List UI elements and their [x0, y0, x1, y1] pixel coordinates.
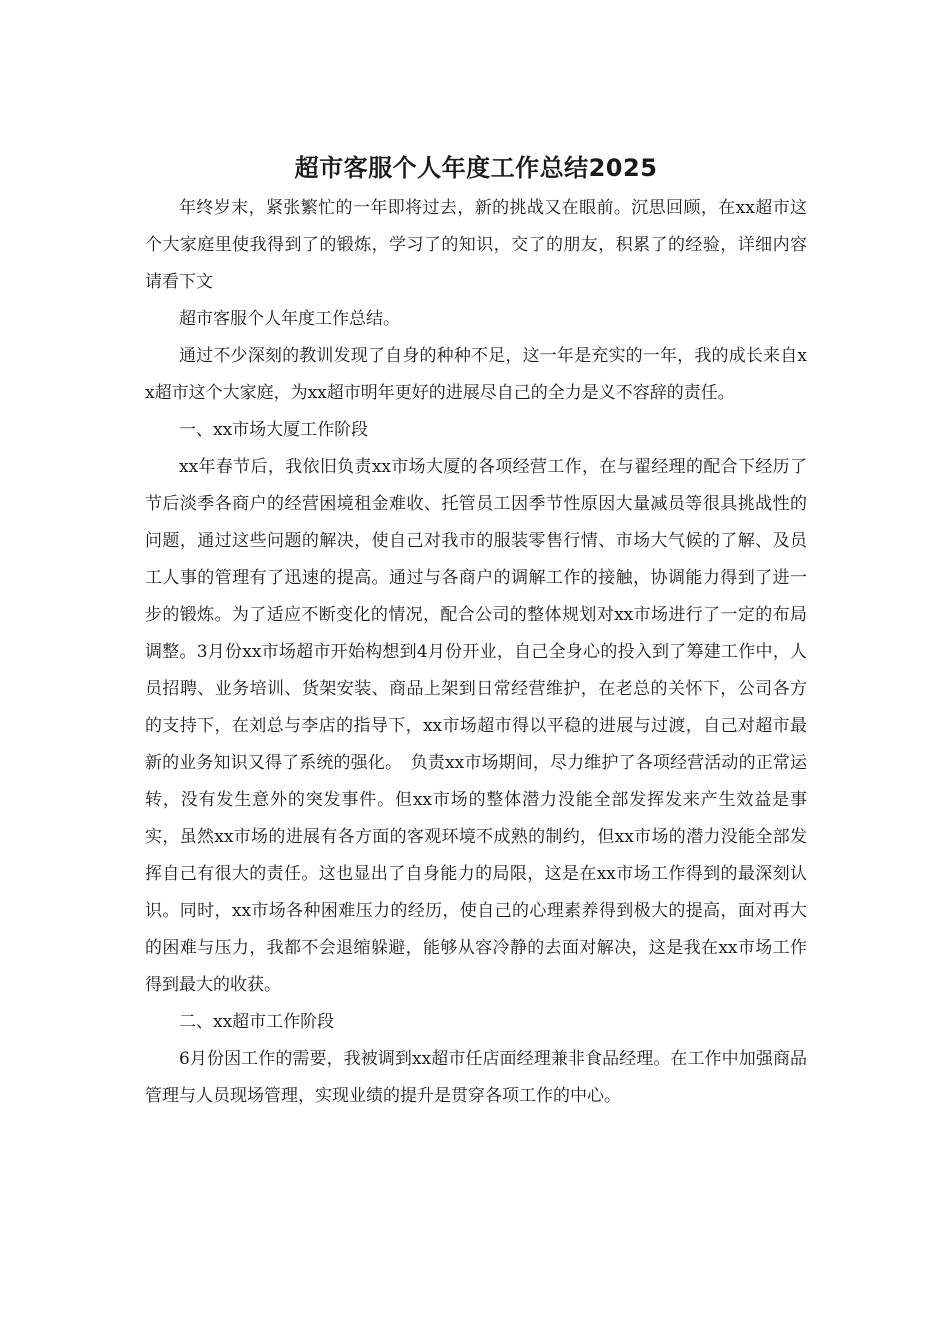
section-heading-2: 二、xx超市工作阶段: [179, 1012, 335, 1032]
paragraph-subtitle: 超市客服个人年度工作总结。: [179, 309, 400, 329]
section-heading-1: 一、xx市场大厦工作阶段: [179, 420, 369, 440]
paragraph-section-2: 6月份因工作的需要，我被调到xx超市任店面经理兼非食品经理。在工作中加强商品管理与人员现场管理，实现业绩的提升是贯穿各项工作的中心。: [145, 1049, 807, 1106]
paragraph-intro: 年终岁末，紧张繁忙的一年即将过去，新的挑战又在眼前。沉思回顾，在xx超市这个大家庭里使我得到了的锻炼，学习了的知识，交了的朋友，积累了的经验，详细内容请看下文: [145, 198, 807, 292]
document-title: 超市客服个人年度工作总结2025: [294, 154, 658, 182]
paragraph-reflection: 通过不少深刻的教训发现了自身的种种不足，这一年是充实的一年，我的成长来自xx超市这个大家庭，为xx超市明年更好的进展尽自己的全力是义不容辞的责任。: [145, 346, 807, 403]
document-page: [145, 148, 807, 1115]
paragraph-section-1: xx年春节后，我依旧负责xx市场大厦的各项经营工作，在与翟经理的配合下经历了节后淡季各商户的经营困境租金难收、托管员工因季节性原因大量减员等很具挑战性的问题，通过这些问题的解决，使自己对我市的服装零售行情、市场大气候的了解、及员工人事的管理有了迅速的提高。通过与各商户的调解工作的接触，协调能力得到了进一步的锻炼。为了适应不断变化的情况，配合公司的整体规划对xx市场进行了一定的布局调整。3月份xx市场超市开始构想到4月份开业，自己全身心的投入到了筹建工作中，人员招聘、业务培训、货架安装、商品上架到日常经营维护，在老总的关怀下，公司各方的支持下，在刘总与李店的指导下，xx市场超市得以平稳的进展与过渡，自己对超市最新的业务知识又得了系统的强化。 负责xx市场期间，尽力维护了各项经营活动的正常运转，没有发生意外的突发事件。但xx市场的整体潜力没能全部发挥发来产生效益是事实，虽然xx市场的进展有各方面的客观环境不成熟的制约，但xx市场的潜力没能全部发挥自己有很大的责任。这也显出了自身能力的局限，这是在xx市场工作得到的最深刻认识。同时，xx市场各种困难压力的经历，使自己的心理素养得到极大的提高，面对再大的困难与压力，我都不会退缩躲避，能够从容冷静的去面对解决，这是我在xx市场工作得到最大的收获。: [145, 457, 807, 995]
